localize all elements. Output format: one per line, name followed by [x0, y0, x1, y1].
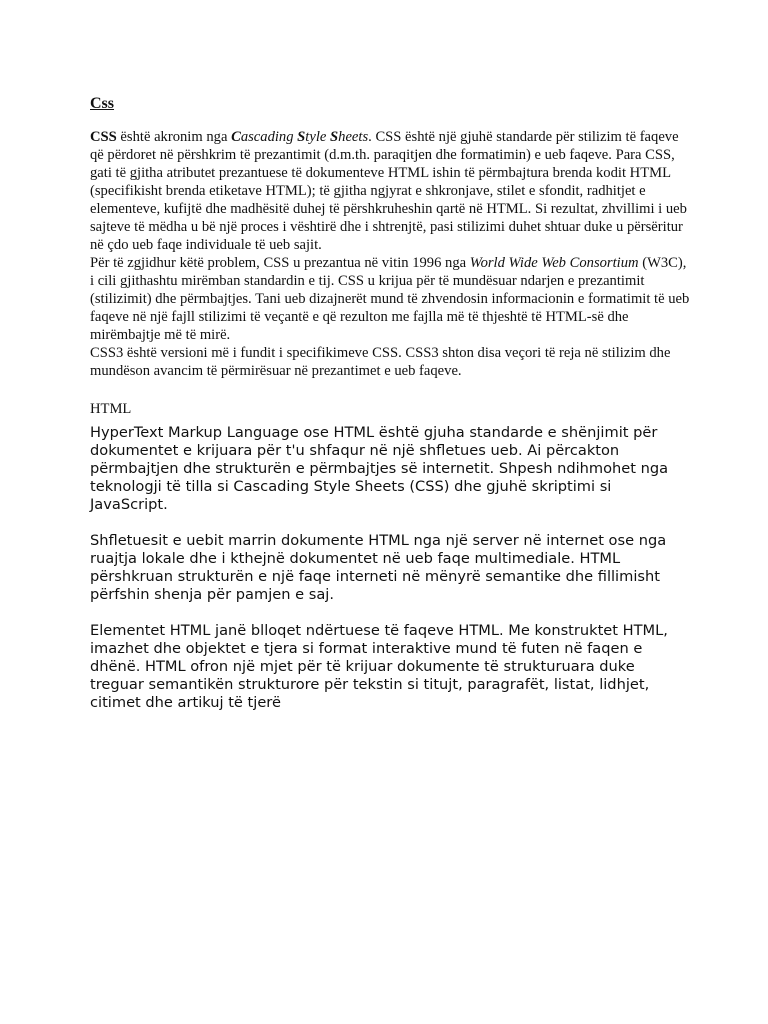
acronym-word-tyle: tyle	[305, 129, 331, 145]
css-p2-rest: (W3C), i cili gjithashtu mirëmban standardin e tij. CSS u krijua për të mundësuar ndarjen e prezantimit (stilizimit) dhe përmbajtjes. Tani ueb dizajnerët mund të zhvendosin informacionin e formatimit të ueb faqeve në një fajll stilizimi të veçantë e që rezulton me fajlla më të thjeshtë të HTML-së dhe mirëmbajtje më të mirë.	[90, 255, 690, 343]
css-paragraph-2	[90, 254, 690, 344]
acronym-word-heets: heets	[338, 129, 369, 145]
css-p2-italic: World Wide Web Consortium	[469, 255, 639, 271]
css-p1-text: është akronim nga	[116, 129, 232, 145]
css-p2-text: Për të zgjidhur këtë problem, CSS u prezantua në vitin 1996 nga	[90, 255, 470, 271]
html-paragraph-2: Shfletuesit e uebit marrin dokumente HTML nga një server në internet ose nga ruajtja lokale dhe i kthejnë dokumentet në ueb faqe multimediale. HTML përshkruan strukturën e një faqe interneti në mënyrë semantike dhe fillimisht përfshin shenja për pamjen e saj.	[90, 532, 667, 603]
css-p1-rest: . CSS është një gjuhë standarde për stilizim të faqeve që përdoret në përshkrim të prezantimit (d.m.th. paraqitjen dhe formatimin) e ueb faqeve. Para CSS, gati të gjitha atributet prezantuese të dokumenteve HTML ishin të përmbajtura brenda kodit HTML (specifikisht brenda etiketave HTML); të gjitha ngjyrat e shkronjave, stilet e sfondit, radhitjet e elementeve, kufijtë dhe madhësitë duhej të përshkruheshin qartë në HTML. Si rezultat, zhvillimi i ueb sajteve të mëdha u bë një proces i vështirë dhe i shtrenjtë, pasi stilizimi duhet shtuar duke u përsëritur në çdo ueb faqe individuale të ueb sajit.	[90, 129, 687, 253]
css-paragraph-3: CSS3 është versioni më i fundit i specifikimeve CSS. CSS3 shton disa veçori të reja në stilizim dhe mundëson avancim të përmirësuar në prezantimet e ueb faqeve.	[90, 345, 671, 379]
document-page	[90, 94, 690, 712]
html-paragraph-3: Elementet HTML janë blloqet ndërtuese të faqeve HTML. Me konstruktet HTML, imazhet dhe objektet e tjera si format interaktive mund të futen në faqen e dhënë. HTML ofron një mjet për të krijuar dokumente të strukturuara duke treguar semantikën strukturore për tekstin si titujt, paragrafët, listat, lidhjet, citimet dhe artikuj të tjerë	[90, 622, 668, 711]
document-title: Css	[90, 95, 115, 112]
acronym-letter-c: C	[231, 129, 241, 145]
css-lead-bold: CSS	[90, 129, 117, 145]
acronym-letter-s2: S	[330, 129, 339, 145]
css-acronym-expansion	[231, 129, 368, 145]
html-section	[90, 424, 690, 712]
html-paragraph-1: HyperText Markup Language ose HTML është gjuha standarde e shënjimit për dokumentet e krijuara për t'u shfaqur në një shfletues ueb. Ai përcakton përmbajtjen dhe strukturën e përmbajtjes së internetit. Shpesh ndihmohet nga teknologji të tilla si Cascading Style Sheets (CSS) dhe gjuhë skriptimi si JavaScript.	[90, 424, 669, 513]
html-heading: HTML	[90, 401, 132, 417]
acronym-word-ascading: ascading	[240, 129, 298, 145]
css-paragraph-1	[90, 128, 690, 254]
acronym-letter-s1: S	[297, 129, 306, 145]
css-section	[90, 128, 690, 380]
